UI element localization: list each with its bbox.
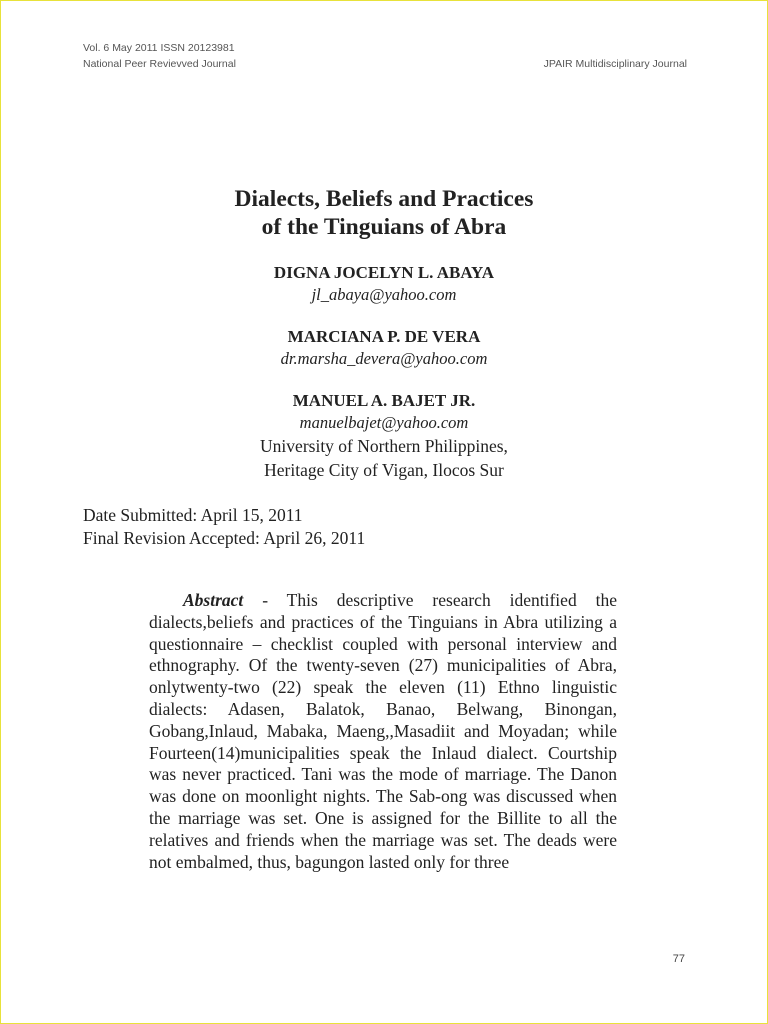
- author-entry: [0, 326, 768, 370]
- page-number: 77: [672, 953, 685, 965]
- volume-issn-line: Vol. 6 May 2011 ISSN 20123981: [83, 42, 235, 54]
- affiliation-line-1: University of Northern Philippines,: [260, 436, 508, 456]
- author-email: jl_abaya@yahoo.com: [311, 285, 457, 304]
- submission-dates: [83, 504, 365, 550]
- running-header-right: [544, 56, 687, 72]
- author-email: dr.marsha_devera@yahoo.com: [280, 349, 488, 368]
- date-accepted: Final Revision Accepted: April 26, 2011: [83, 528, 366, 548]
- running-header-left: [83, 40, 236, 72]
- peer-review-line: National Peer Revievved Journal: [83, 58, 236, 70]
- author-name: DIGNA JOCELYN L. ABAYA: [273, 263, 495, 282]
- journal-name: JPAIR Multidisciplinary Journal: [543, 58, 687, 70]
- affiliation-line-2: Heritage City of Vigan, Ilocos Sur: [264, 460, 504, 480]
- title-line-1: Dialects, Beliefs and Practices: [234, 186, 534, 212]
- author-entry: [0, 390, 768, 482]
- author-name: MANUEL A. BAJET JR.: [292, 391, 476, 410]
- abstract-paragraph: [149, 590, 617, 873]
- author-email: manuelbajet@yahoo.com: [299, 413, 469, 432]
- author-entry: [0, 262, 768, 306]
- author-name: MARCIANA P. DE VERA: [287, 327, 481, 346]
- abstract-text: - This descriptive research identified the dialects,beliefs and practices of the Tinguians in Abra utilizing a questionnaire – checklist coupled with personal interview and ethnography. Of the twenty-seven (27) municipalities of Abra, onlytwenty-two (22) speak the eleven (11) Ethno linguistic dialects: Adasen, Balatok, Banao, Belwang, Binongan, Gobang,Inlaud, Mabaka, Maeng,,Masadiit and Moyadan; while Fourteen(14)municipalities speak the Inlaud dialect. Courtship was never practiced. Tani was the mode of marriage. The Danon was done on moonlight nights. The Sab-ong was discussed when the marriage was set. One is assigned for the Billite to all the relatives and friends when the marriage was set. The deads were not embalmed, thus, bagungon lasted only for three: [149, 590, 617, 872]
- date-submitted: Date Submitted: April 15, 2011: [83, 505, 303, 525]
- title-line-2: of the Tinguians of Abra: [261, 214, 507, 240]
- author-block: [0, 262, 768, 482]
- abstract-label: Abstract: [183, 590, 244, 610]
- article-title: [0, 185, 768, 241]
